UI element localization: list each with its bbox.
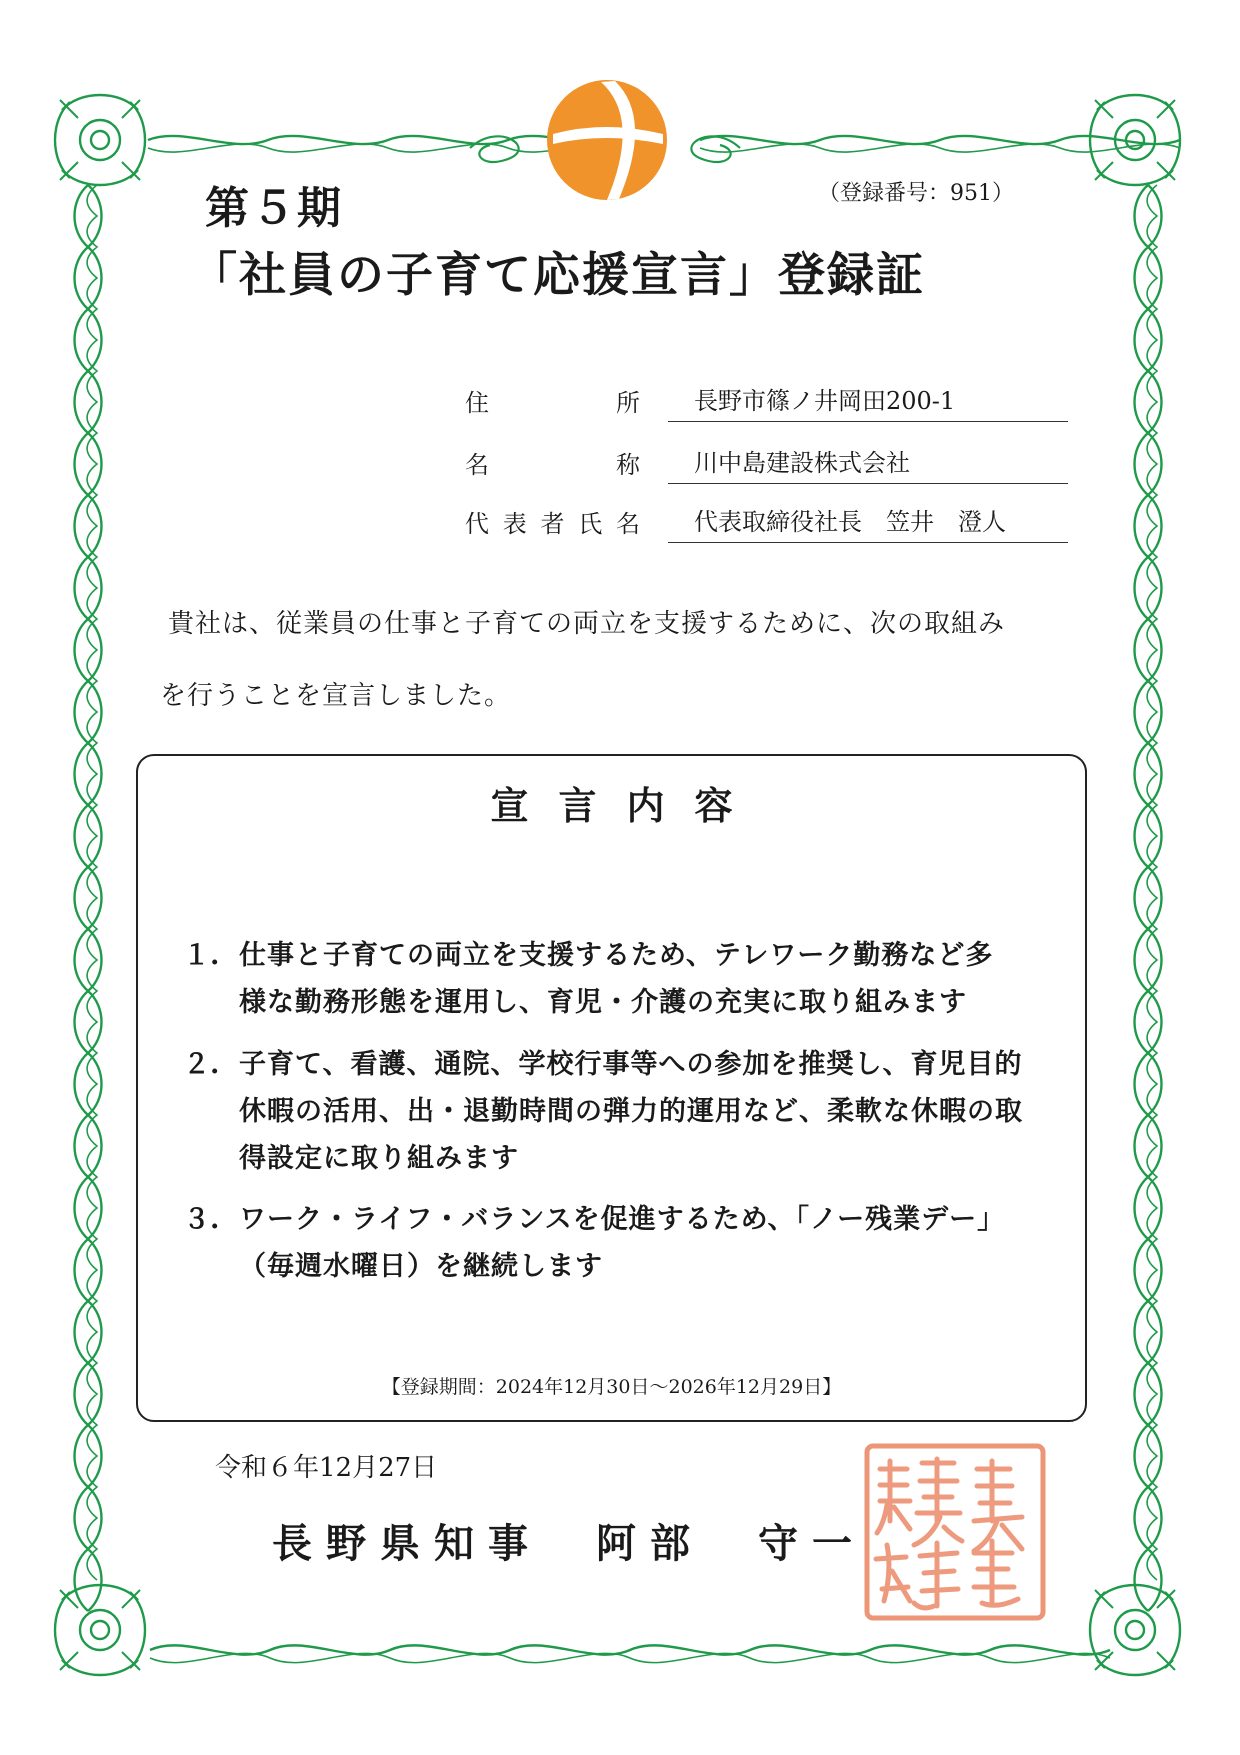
address-value: 長野市篠ノ井岡田200-1 xyxy=(668,381,1068,422)
period-label: 第５期 xyxy=(205,183,343,234)
address-label: 住 所 xyxy=(465,389,640,417)
item-line: 仕事と子育ての両立を支援するため、テレワーク勤務など多 xyxy=(239,940,994,971)
certificate-title: 「社員の子育て応援宣言」登録証 xyxy=(190,248,925,303)
prefecture-logo xyxy=(545,78,670,203)
registration-period: 【登録期間：2024年12月30日～2026年12月29日】 xyxy=(381,1376,842,1398)
company-name-value: 川中島建設株式会社 xyxy=(668,443,1068,484)
declaration-heading: 宣言内容 xyxy=(490,783,763,828)
item-line: 子育て、看護、通院、学校行事等への参加を推奨し、育児目的 xyxy=(239,1049,1023,1080)
intro-line-2: を行うことを宣言しました。 xyxy=(160,681,512,711)
item-line: （毎週水曜日）を継続します xyxy=(239,1251,603,1282)
registration-number: （登録番号：951） xyxy=(818,181,1014,206)
company-name-label: 名 称 xyxy=(465,451,640,479)
item-line: 得設定に取り組みます xyxy=(239,1143,519,1174)
item-line: 様な勤務形態を運用し、育児・介護の充実に取り組みます xyxy=(239,987,967,1018)
governor-signature: 長野県知事 阿部 守一 xyxy=(272,1520,866,1567)
representative-label: 代 表 者 氏 名 xyxy=(465,510,640,538)
item-number: ２. xyxy=(183,1049,220,1080)
declaration-item-3 xyxy=(183,1196,1063,1290)
issue-date: 令和６年12月27日 xyxy=(215,1453,438,1483)
item-number: ３. xyxy=(183,1204,220,1235)
intro-line-1: 貴社は、従業員の仕事と子育ての両立を支援するために、次の取組み xyxy=(168,609,1006,639)
item-number: １. xyxy=(183,940,220,971)
representative-value: 代表取締役社長 笠井 澄人 xyxy=(668,502,1068,543)
declaration-item-2 xyxy=(183,1041,1063,1182)
official-seal xyxy=(862,1441,1048,1623)
item-line: ワーク・ライフ・バランスを促進するため、「ノー残業デー」 xyxy=(239,1204,1006,1235)
declaration-item-1 xyxy=(183,932,1063,1026)
item-line: 休暇の活用、出・退勤時間の弾力的運用など、柔軟な休暇の取 xyxy=(239,1096,1023,1127)
